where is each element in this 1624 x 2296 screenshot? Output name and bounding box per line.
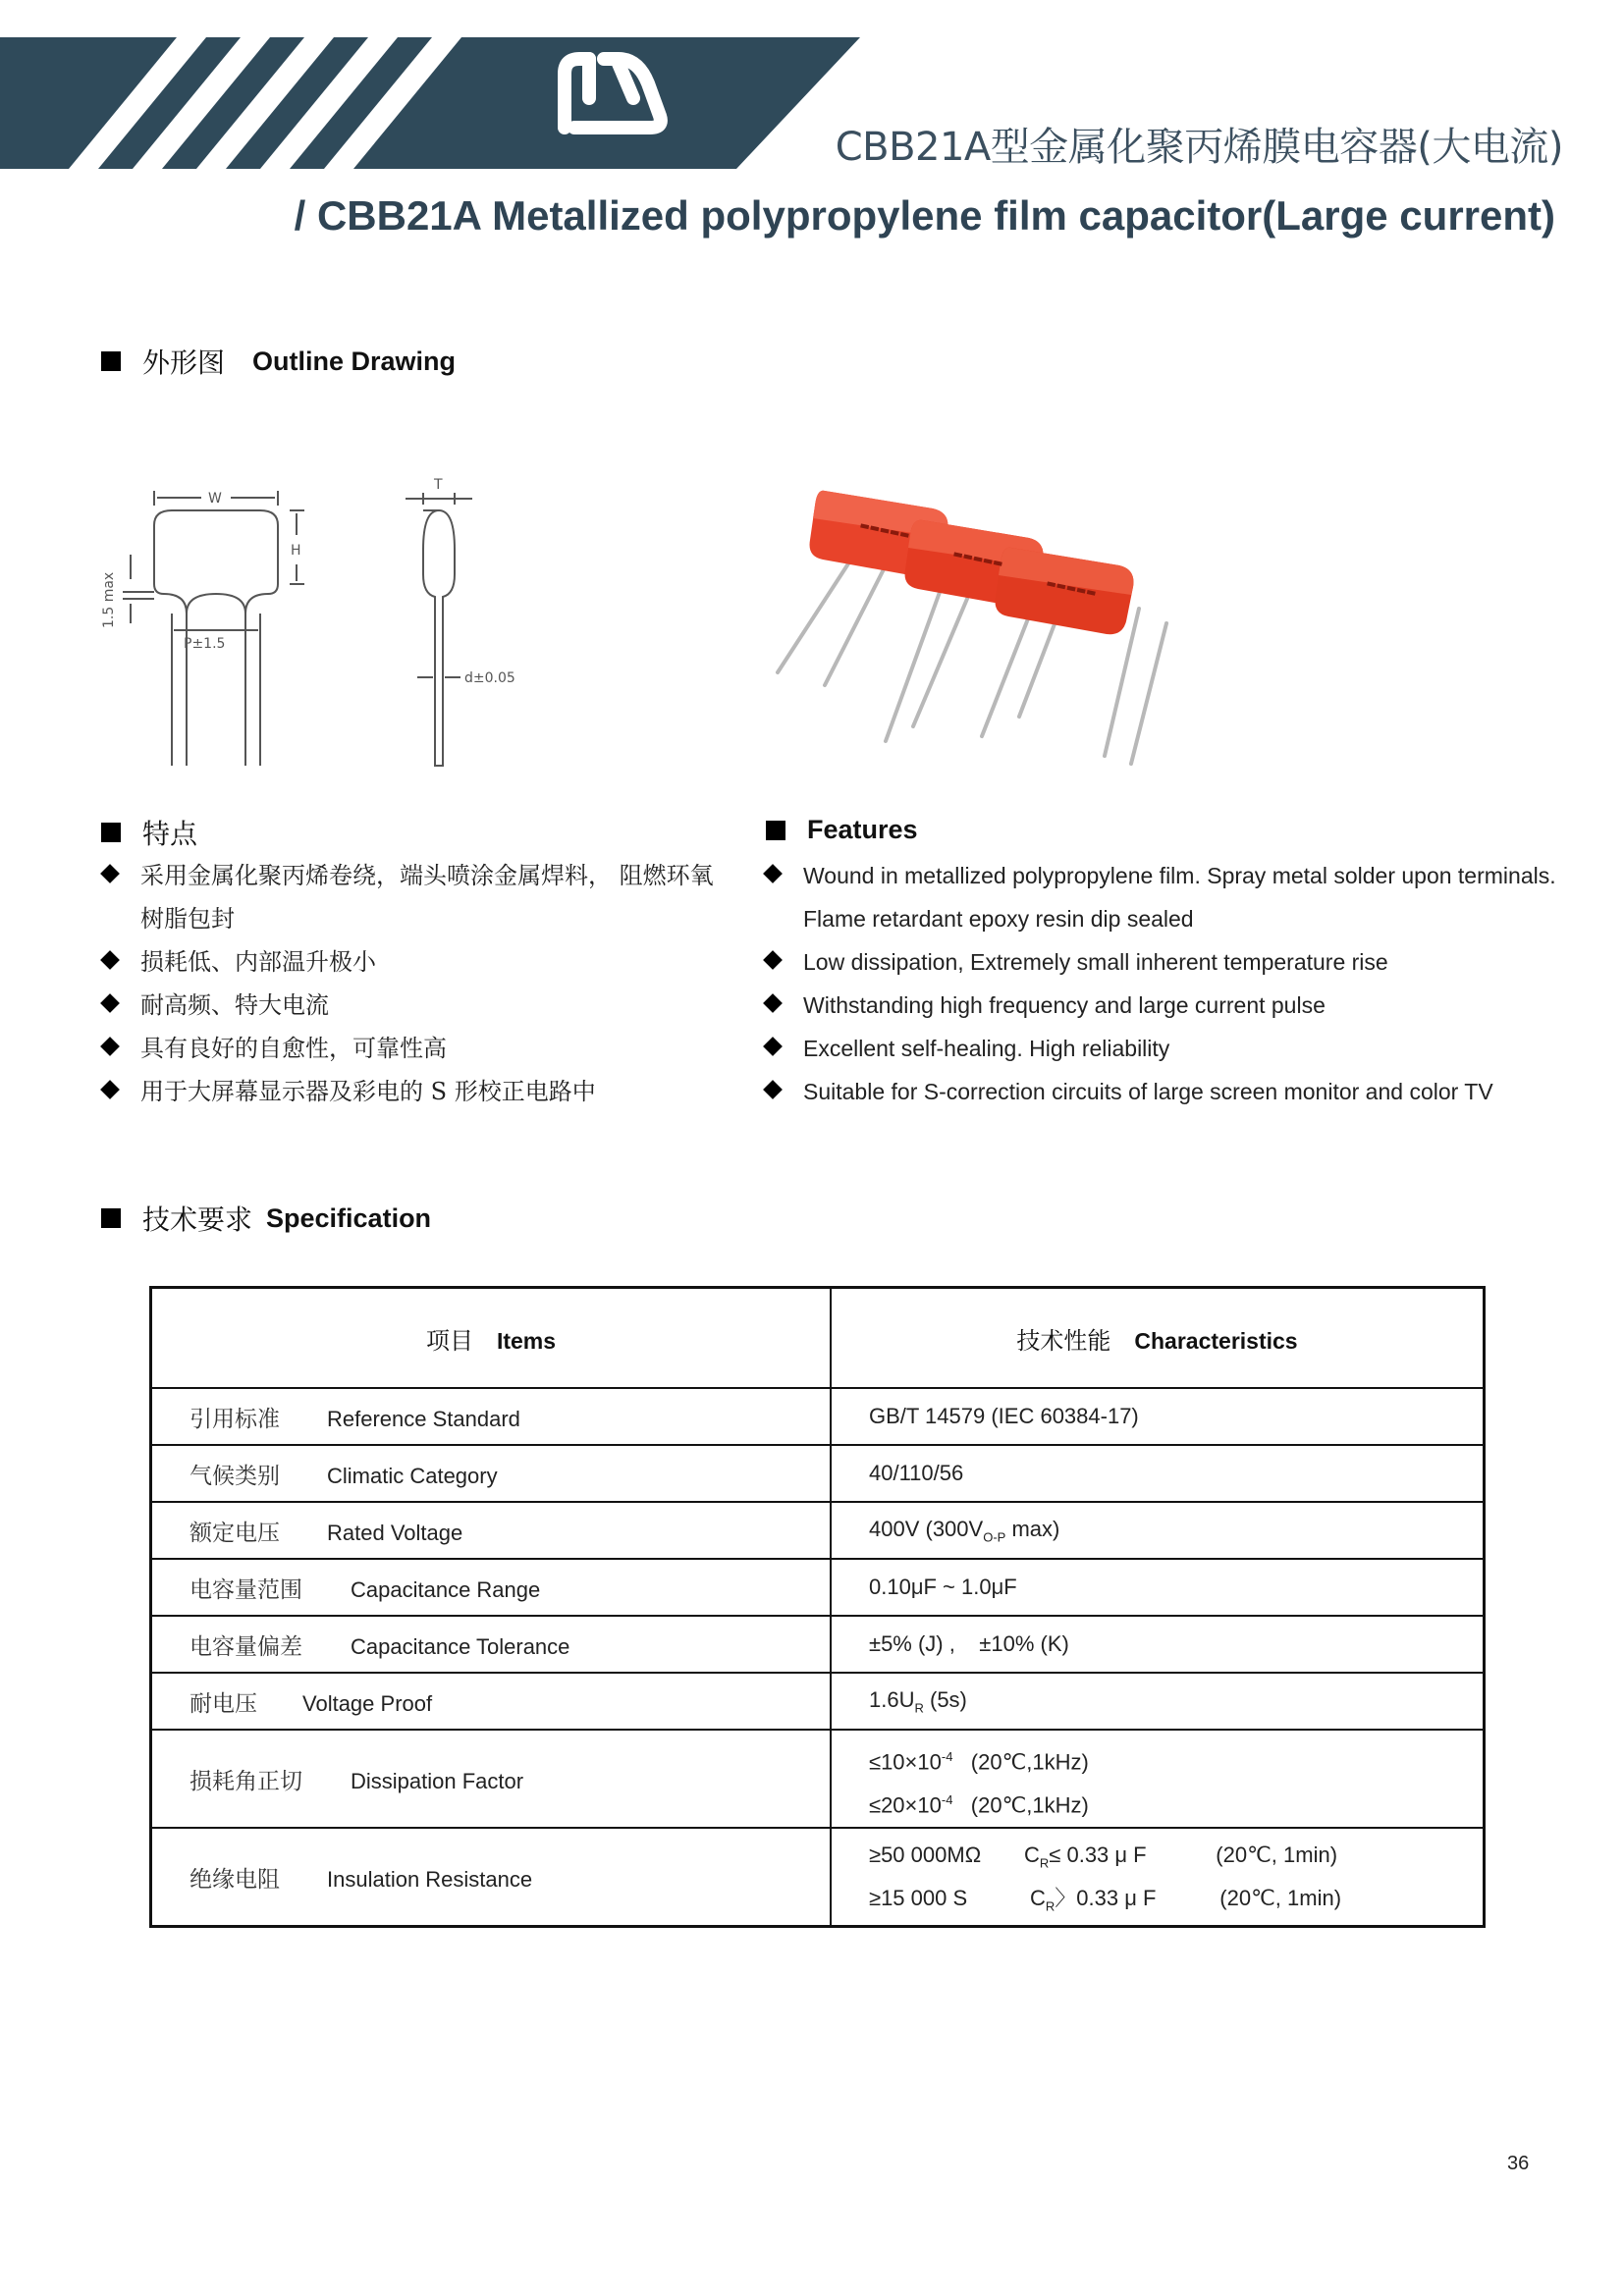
diamond-bullet-icon xyxy=(100,950,120,970)
list-item: 耐高频、特大电流 xyxy=(93,984,722,1027)
diamond-bullet-icon xyxy=(100,864,120,883)
square-bullet-icon xyxy=(766,821,785,840)
diamond-bullet-icon xyxy=(763,864,783,883)
dim-d-label: d±0.05 xyxy=(464,670,515,686)
table-row: 气候类别 Climatic Category 40/110/56 xyxy=(151,1445,1485,1502)
features-en-heading xyxy=(766,815,918,845)
diamond-bullet-icon xyxy=(763,993,783,1013)
capacitor-photo xyxy=(766,461,1237,785)
table-header-row xyxy=(151,1288,1485,1389)
features-cn-list xyxy=(93,854,722,1113)
dim-t-label: T xyxy=(434,477,443,493)
list-item: 损耗低、内部温升极小 xyxy=(93,940,722,984)
svg-text:▬▬▬▬▬: ▬▬▬▬▬ xyxy=(951,547,1004,570)
table-row: 额定电压 Rated Voltage 400V ($300V_{O-P}$ max) xyxy=(151,1502,1485,1559)
diamond-bullet-icon xyxy=(100,993,120,1013)
title-cn: CBB21A型金属化聚丙烯膜电容器(大电流) xyxy=(835,125,1563,170)
svg-text:▬▬▬▬▬: ▬▬▬▬▬ xyxy=(1045,576,1098,600)
table-row: 损耗角正切 Dissipation Factor $\le 10\times 10^{-4}$ (20℃,1kHz) $\le 20\times 10^{-4}$ (20℃,1kHz) xyxy=(151,1730,1485,1828)
col-header-items: 项目 Items xyxy=(151,1288,832,1389)
diamond-bullet-icon xyxy=(100,1080,120,1099)
diamond-bullet-icon xyxy=(763,1037,783,1056)
spec-table xyxy=(149,1286,1486,1928)
list-item: 用于大屏幕显示器及彩电的 S 形校正电路中 xyxy=(93,1070,722,1113)
page-number: 36 xyxy=(1507,2153,1530,2174)
outline-heading-cn: 外形图 xyxy=(142,347,226,379)
dim-w-label: W xyxy=(208,491,222,507)
dim-max-label: 1.5 max xyxy=(101,571,117,628)
list-item: Excellent self-healing. High reliability xyxy=(756,1027,1571,1070)
table-row: 电容量范围 Capacitance Range 0.10μF ~ 1.0μF xyxy=(151,1559,1485,1616)
features-cn-heading xyxy=(101,813,225,852)
list-item: Wound in metallized polypropylene film. Spray metal solder upon terminals. Flame retardant epoxy resin dip sealed xyxy=(756,854,1571,940)
col-header-characteristics: 技术性能 Characteristics xyxy=(831,1288,1485,1389)
square-bullet-icon xyxy=(101,823,121,842)
features-en-heading-text: Features xyxy=(807,815,918,844)
table-row: 引用标准 Reference Standard GB/T 14579 (IEC 60384-17) xyxy=(151,1388,1485,1445)
outline-drawing xyxy=(93,471,545,785)
square-bullet-icon xyxy=(101,351,121,371)
diamond-bullet-icon xyxy=(763,1080,783,1099)
spec-heading xyxy=(101,1199,431,1238)
svg-text:▬▬▬▬▬: ▬▬▬▬▬ xyxy=(858,518,911,542)
outline-heading-en: Outline Drawing xyxy=(252,346,457,376)
title-en: / CBB21A Metallized polypropylene film capacitor(Large current) xyxy=(294,192,1555,239)
list-item: Suitable for S-correction circuits of large screen monitor and color TV xyxy=(756,1070,1571,1113)
list-item: 具有良好的自愈性，可靠性高 xyxy=(93,1027,722,1070)
list-item: 采用金属化聚丙烯卷绕，端头喷涂金属焊料， 阻燃环氧树脂包封 xyxy=(93,854,722,940)
outline-heading xyxy=(101,342,456,381)
spec-heading-en: Specification xyxy=(266,1202,432,1233)
list-item: Low dissipation, Extremely small inherent temperature rise xyxy=(756,940,1571,984)
features-en-list xyxy=(756,854,1571,1113)
table-row: 绝缘电阻 Insulation Resistance ≥50 000MΩ $C_R\le 0.33$ μ F (20℃, 1min) ≥15 000 S $C_R$〉0.33 μ F (20℃, 1min) xyxy=(151,1828,1485,1927)
square-bullet-icon xyxy=(101,1208,121,1228)
dim-p-label: P±1.5 xyxy=(184,636,226,652)
table-row: 耐电压 Voltage Proof $1.6U_R$ (5s) xyxy=(151,1673,1485,1730)
features-cn-heading-text: 特点 xyxy=(142,818,198,850)
list-item: Withstanding high frequency and large current pulse xyxy=(756,984,1571,1027)
diamond-bullet-icon xyxy=(100,1037,120,1056)
dim-h-label: H xyxy=(291,543,301,559)
table-row: 电容量偏差 Capacitance Tolerance ±5% (J) , ±10% (K) xyxy=(151,1616,1485,1673)
spec-heading-cn: 技术要求 xyxy=(142,1203,253,1236)
diamond-bullet-icon xyxy=(763,950,783,970)
